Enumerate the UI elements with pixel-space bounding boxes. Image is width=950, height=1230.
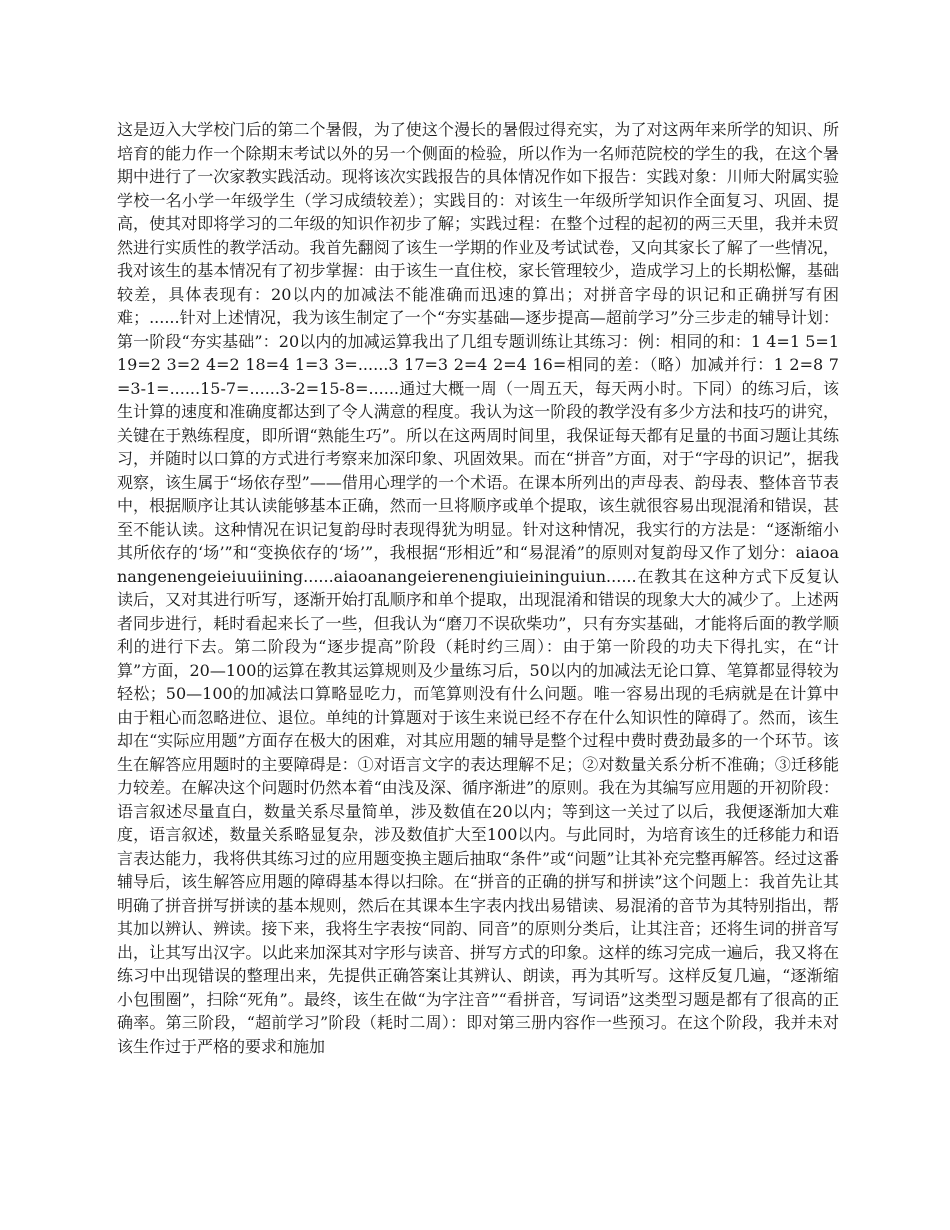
body-paragraph: 这是迈入大学校门后的第二个暑假，为了使这个漫长的暑假过得充实，为了对这两年来所学的知识、所培育的能力作一个除期末考试以外的另一个侧面的检验，所以作为一名师范院校的学生的我，在这个暑期中进行了一次家教实践活动。现将该次实践报告的具体情况作如下报告：实践对象：川师大附属实验学校一名小学一年级学生（学习成绩较差）；实践目的：对该生一年级所学知识作全面复习、巩固、提高，使其对即将学习的二年级的知识作初步了解；实践过程：在整个过程的起初的两三天里，我并未贸然进行实质性的教学活动。我首先翻阅了该生一学期的作业及考试试卷，又向其家长了解了一些情况，我对该生的基本情况有了初步掌握：由于该生一直住校，家长管理较少，造成学习上的长期松懈，基础较差，具体表现有：20以内的加减法不能准确而迅速的算出；对拼音字母的识记和正确拼写有困难；......针对上述情况，我为该生制定了一个“夯实基础—逐步提高—超前学习”分三步走的辅导计划：第一阶段“夯实基础”：20以内的加减运算我出了几组专题训练让其练习：例：相同的和：1 4=1 5=1 19=2 3=2 4=2 18=4 1=3 3=......3 17=3 2=4 2=4 16=相同的差：（略）加减并行：1 2=8 7=3-1=......15-7=......3-2=15-8=......通过大概一周（一周五天，每天两小时。下同）的练习后，该生计算的速度和准确度都达到了令人满意的程度。我认为这一阶段的教学没有多少方法和技巧的讲究，关键在于熟练程度，即所谓“熟能生巧”。所以在这两周时间里，我保证每天都有足量的书面习题让其练习，并随时以口算的方式进行考察来加深印象、巩固效果。而在“拼音”方面，对于“字母的识记”，据我观察，该生属于“场依存型”——借用心理学的一个术语。在课本所列出的声母表、韵母表、整体音节表中，根据顺序让其认读能够基本正确，然而一旦将顺序或单个提取，该生就很容易出现混淆和错误，甚至不能认读。这种情况在识记复韵母时表现得犹为明显。针对这种情况，我实行的方法是：“逐渐缩小其所依存的‘场’”和“变换依存的‘场’”，我根据“形相近”和“易混淆”的原则对复韵母又作了划分：aiaoanangenengeieiuuiining......aiaoanangeierenengiuieininguiun......在教其在这种方式下反复认读后，又对其进行听写，逐渐开始打乱顺序和单个提取，出现混淆和错误的现象大大的减少了。上述两者同步进行，耗时看起来长了一些，但我认为“磨刀不误砍柴功”，只有夯实基础，才能将后面的教学顺利的进行下去。第二阶段为“逐步提高”阶段（耗时约三周）：由于第一阶段的功夫下得扎实，在“计算”方面，20—100的运算在教其运算规则及少量练习后，50以内的加减法无论口算、笔算都显得较为轻松；50—100的加减法口算略显吃力，而笔算则没有什么问题。唯一容易出现的毛病就是在计算中由于粗心而忽略进位、退位。单纯的计算题对于该生来说已经不存在什么知识性的障碍了。然而，该生却在“实际应用题”方面存在极大的困难，对其应用题的辅导是整个过程中费时费劲最多的一个环节。该生在解答应用题时的主要障碍是：①对语言文字的表达理解不足；②对数量关系分析不准确；③迁移能力较差。在解决这个问题时仍然本着“由浅及深、循序渐进”的原则。我在为其编写应用题的开初阶段：语言叙述尽量直白，数量关系尽量简单，涉及数值在20以内；等到这一关过了以后，我便逐渐加大难度，语言叙述，数量关系略显复杂，涉及数值扩大至100以内。与此同时，为培育该生的迁移能力和语言表达能力，我将供其练习过的应用题变换主题后抽取“条件”或“问题”让其补充完整再解答。经过这番辅导后，该生解答应用题的障碍基本得以扫除。在“拼音的正确的拼写和拼读”这个问题上：我首先让其明确了拼音拼写拼读的基本规则，然后在其课本生字表内找出易错读、易混淆的音节为其特别指出，帮其加以辨认、辨读。接下来，我将生字表按“同韵、同音”的原则分类后，让其注音；还将生词的拼音写出，让其写出汉字。以此来加深其对字形与读音、拼写方式的印象。这样的练习完成一遍后，我又将在练习中出现错误的整理出来，先提供正确答案让其辨认、朗读，再为其听写。这样反复几遍，“逐渐缩小包围圈”，扫除“死角”。最终，该生在做“为字注音”“看拼音，写词语”这类型习题是都有了很高的正确率。第三阶段，“超前学习”阶段（耗时二周）：即对第三册内容作一些预习。在这个阶段，我并未对该生作过于严格的要求和施加 bbox=[117, 120, 839, 1056]
